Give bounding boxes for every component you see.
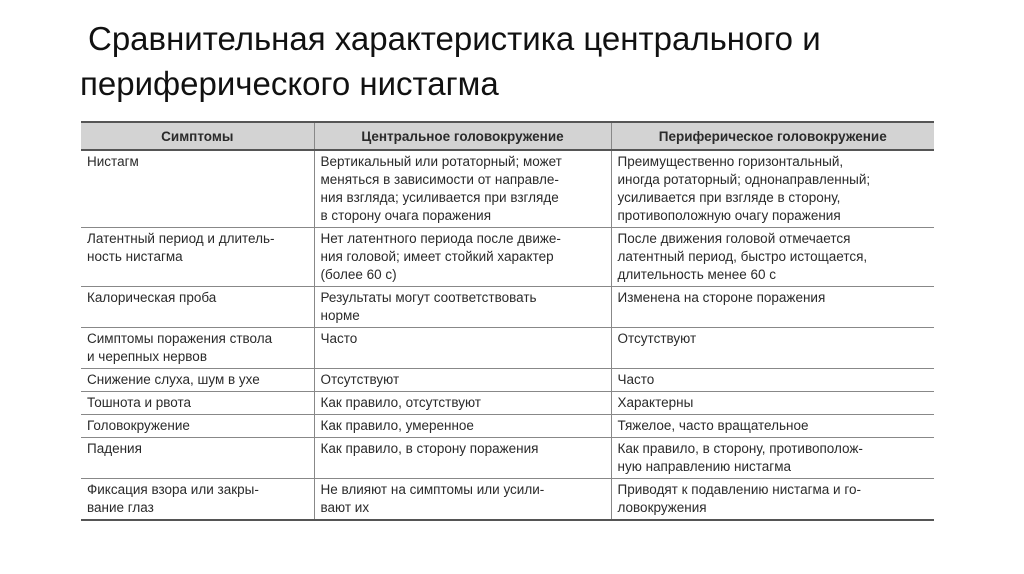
cell-central: Как правило, отсутствуют — [314, 392, 611, 415]
cell-central: Как правило, в сторону поражения — [314, 438, 611, 479]
cell-symptom: Снижение слуха, шум в ухе — [81, 369, 314, 392]
comparison-table — [81, 121, 934, 521]
table-row — [81, 328, 934, 369]
cell-central: Нет латентного периода после движе- ния головой; имеет стойкий характер (более 60 с) — [314, 228, 611, 287]
cell-peripheral: После движения головой отмечается латентный период, быстро истощается, длительность менее 60 с — [611, 228, 934, 287]
cell-peripheral: Часто — [611, 369, 934, 392]
table-row — [81, 228, 934, 287]
cell-peripheral: Характерны — [611, 392, 934, 415]
cell-symptom: Падения — [81, 438, 314, 479]
cell-peripheral: Приводят к подавлению нистагма и го- ловокружения — [611, 479, 934, 521]
header-peripheral: Периферическое головокружение — [611, 122, 934, 150]
title-line-2: периферического нистагма — [80, 65, 499, 102]
page-title — [80, 16, 980, 106]
cell-central: Отсутствуют — [314, 369, 611, 392]
cell-peripheral: Тяжелое, часто вращательное — [611, 415, 934, 438]
title-line-1: Сравнительная характеристика центрального и — [88, 20, 821, 57]
cell-symptom: Тошнота и рвота — [81, 392, 314, 415]
header-symptoms: Симптомы — [81, 122, 314, 150]
cell-central: Не влияют на симптомы или усили- вают их — [314, 479, 611, 521]
table-row — [81, 369, 934, 392]
cell-symptom: Нистагм — [81, 150, 314, 228]
cell-peripheral: Отсутствуют — [611, 328, 934, 369]
cell-symptom: Калорическая проба — [81, 287, 314, 328]
cell-central: Часто — [314, 328, 611, 369]
cell-symptom: Фиксация взора или закры- вание глаз — [81, 479, 314, 521]
cell-peripheral: Изменена на стороне поражения — [611, 287, 934, 328]
table-row — [81, 287, 934, 328]
cell-symptom: Латентный период и длитель- ность нистагма — [81, 228, 314, 287]
table-row — [81, 479, 934, 521]
table-row — [81, 415, 934, 438]
cell-peripheral: Как правило, в сторону, противополож- ную направлению нистагма — [611, 438, 934, 479]
table-row — [81, 150, 934, 228]
table-header-row — [81, 122, 934, 150]
cell-central: Результаты могут соответствовать норме — [314, 287, 611, 328]
table-row — [81, 438, 934, 479]
header-central: Центральное головокружение — [314, 122, 611, 150]
cell-symptom: Головокружение — [81, 415, 314, 438]
table-row — [81, 392, 934, 415]
cell-symptom: Симптомы поражения ствола и черепных нервов — [81, 328, 314, 369]
cell-peripheral: Преимущественно горизонтальный, иногда ротаторный; однонаправленный; усиливается при взгляде в сторону, противоположную очагу поражения — [611, 150, 934, 228]
cell-central: Вертикальный или ротаторный; может меняться в зависимости от направле- ния взгляда; усиливается при взгляде в сторону очага поражения — [314, 150, 611, 228]
cell-central: Как правило, умеренное — [314, 415, 611, 438]
